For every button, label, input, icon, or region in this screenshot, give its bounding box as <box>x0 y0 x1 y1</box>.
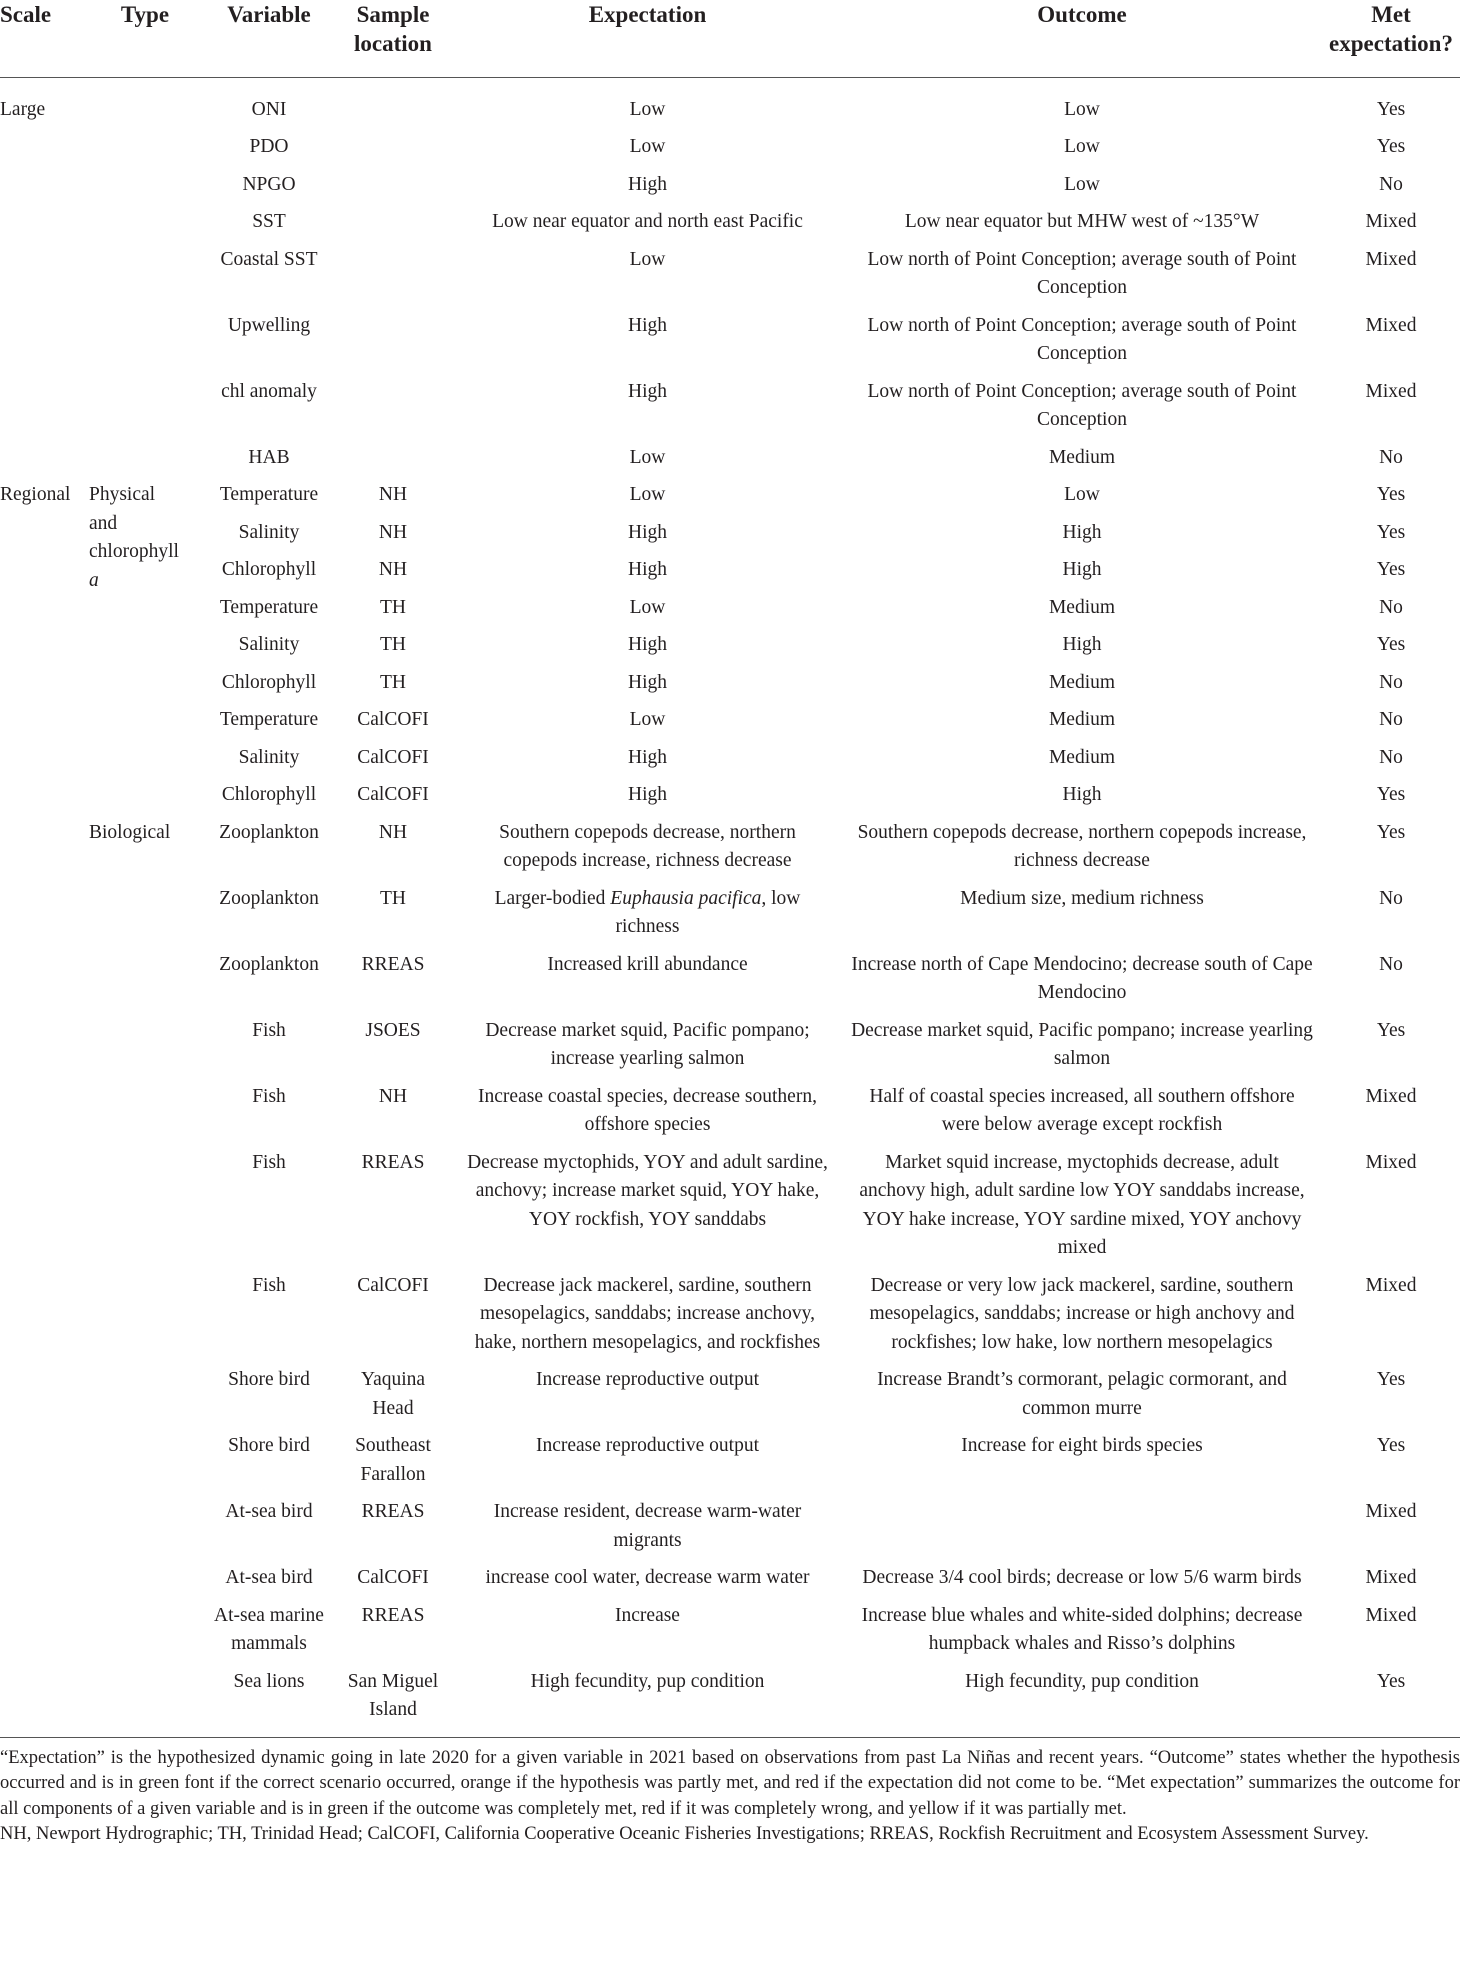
expectation-text-pre: Larger-bodied <box>494 887 611 909</box>
cell-outcome: Low near equator but MHW west of ~135°W <box>904 211 1260 232</box>
cell-met-expectation: Mixed <box>1365 1151 1417 1173</box>
cell-expectation: High <box>628 559 667 580</box>
table-row <box>0 77 1460 129</box>
cell-expectation: High <box>628 380 667 402</box>
cell-outcome: High <box>1062 784 1102 805</box>
cell-variable: Temperature <box>219 596 319 618</box>
cell-scale <box>0 1494 85 1560</box>
cell-outcome: High <box>1062 521 1102 543</box>
cell-outcome: Low north of Point Conception; average south of Point Conception <box>867 314 1297 364</box>
cell-variable: Shore bird <box>228 1369 310 1390</box>
cell-type <box>85 947 205 1013</box>
cell-sample-location: NH <box>378 521 408 543</box>
cell-variable: Coastal SST <box>220 248 318 270</box>
header-expectation: Expectation <box>588 2 707 27</box>
cell-scale <box>0 627 85 665</box>
table-header <box>0 0 1460 77</box>
table-row <box>0 1598 1460 1664</box>
cell-variable: Salinity <box>238 521 300 543</box>
cell-expectation: High <box>628 521 667 543</box>
header-scale: Scale <box>0 2 52 27</box>
table-body <box>0 77 1460 1737</box>
cell-scale: Regional <box>0 484 71 505</box>
cell-met-expectation: Yes <box>1376 1435 1406 1456</box>
cell-scale: Large <box>0 98 46 120</box>
cell-sample-location <box>333 204 453 242</box>
cell-outcome: Low <box>1064 136 1100 157</box>
cell-sample-location: CalCOFI <box>357 1274 429 1296</box>
cell-sample-location <box>333 167 453 205</box>
table-row <box>0 665 1460 703</box>
cell-expectation: Decrease jack mackerel, sardine, southern mesopelagics, sanddabs; increase anchovy, hake, northern mesopelagics, and rockfishes <box>474 1274 821 1353</box>
cell-scale <box>0 242 85 308</box>
table-row <box>0 477 1460 515</box>
cell-sample-location: TH <box>380 887 406 909</box>
cell-variable: ONI <box>251 98 287 120</box>
cell-type <box>85 590 205 628</box>
cell-variable: Upwelling <box>227 314 311 336</box>
table-row <box>0 1362 1460 1428</box>
cell-met-expectation: No <box>1379 173 1403 195</box>
cell-scale <box>0 1664 85 1738</box>
cell-outcome: Low <box>1064 173 1100 195</box>
cell-type <box>85 1268 205 1363</box>
cell-type <box>85 881 205 947</box>
cell-scale <box>0 740 85 778</box>
table-row <box>0 1664 1460 1738</box>
table-row <box>0 1494 1460 1560</box>
cell-scale <box>0 1013 85 1079</box>
cell-outcome: Low north of Point Conception; average south of Point Conception <box>867 248 1297 298</box>
cell-met-expectation: No <box>1379 709 1403 730</box>
cell-type <box>85 167 205 205</box>
cell-expectation: High fecundity, pup condition <box>530 1670 765 1692</box>
cell-outcome: Medium <box>1048 746 1116 768</box>
table-row <box>0 1079 1460 1145</box>
cell-scale <box>0 1560 85 1598</box>
header-met-expectation <box>1322 0 1460 77</box>
cell-type <box>85 477 205 591</box>
cell-sample-location: JSOES <box>365 1019 421 1041</box>
cell-met-expectation: Mixed <box>1365 1085 1417 1107</box>
cell-expectation: Low <box>629 98 666 120</box>
cell-outcome: Medium <box>1048 709 1116 730</box>
cell-sample-location <box>333 242 453 308</box>
cell-scale <box>0 129 85 167</box>
cell-outcome: Decrease market squid, Pacific pompano; increase yearling salmon <box>851 1019 1313 1069</box>
cell-met-expectation: No <box>1379 746 1403 768</box>
cell-expectation: High <box>628 784 667 805</box>
cell-variable: SST <box>252 211 286 232</box>
type-italic-text: a <box>89 569 99 591</box>
table-row <box>0 627 1460 665</box>
cell-variable: Chlorophyll <box>221 784 317 805</box>
cell-expectation: Increase coastal species, decrease southern, offshore species <box>478 1085 817 1135</box>
cell-outcome: Decrease 3/4 cool birds; decrease or low 5/6 warm birds <box>862 1567 1302 1588</box>
cell-sample-location: RREAS <box>361 1151 425 1173</box>
cell-type <box>85 702 205 740</box>
cell-outcome: Medium <box>1048 446 1116 468</box>
cell-type <box>85 1494 205 1560</box>
header-row <box>0 0 1460 77</box>
footnote-paragraph-1: “Expectation” is the hypothesized dynamic going in late 2020 for a given variable in 2021 based on observations from past La Niñas and recent years. “Outcome” states whether the hypothesis occurred and is in green font if the correct scenario occurred, orange if the hypothesis was partly met, and red if the expectation did not come to be. “Met expectation” summarizes the outcome for all components of a given variable and is in green if the outcome was completely met, red if it was completely wrong, and yellow if it was partially met. <box>0 1747 1460 1819</box>
cell-met-expectation: No <box>1379 596 1403 618</box>
cell-outcome: Increase blue whales and white-sided dolphins; decrease humpback whales and Risso’s dolphins <box>861 1604 1303 1654</box>
cell-sample-location: RREAS <box>361 1604 425 1626</box>
cell-expectation: increase cool water, decrease warm water <box>485 1567 810 1588</box>
cell-type <box>85 440 205 478</box>
cell-sample-location: TH <box>380 671 406 693</box>
cell-expectation: Low <box>629 446 666 468</box>
cell-met-expectation: No <box>1379 887 1403 909</box>
cell-outcome: Half of coastal species increased, all southern offshore were below average except rockfish <box>869 1085 1295 1135</box>
cell-outcome: High fecundity, pup condition <box>965 1670 1199 1692</box>
cell-type <box>85 1013 205 1079</box>
table-row <box>0 1428 1460 1494</box>
footnote-paragraph-2: NH, Newport Hydrographic; TH, Trinidad Head; CalCOFI, California Cooperative Oceanic Fisheries Investigations; RREAS, Rockfish Recruitment and Ecosystem Assessment Survey. <box>0 1824 1369 1844</box>
cell-sample-location <box>333 374 453 440</box>
cell-type <box>85 740 205 778</box>
cell-scale <box>0 777 85 815</box>
cell-scale <box>0 590 85 628</box>
cell-type <box>85 1598 205 1664</box>
cell-sample-location <box>333 77 453 129</box>
cell-scale <box>0 815 85 881</box>
cell-sample-location: CalCOFI <box>357 709 429 730</box>
cell-scale <box>0 552 85 590</box>
table-row <box>0 740 1460 778</box>
cell-outcome: Low north of Point Conception; average south of Point Conception <box>867 380 1297 430</box>
cell-type <box>85 1362 205 1428</box>
cell-scale <box>0 1268 85 1363</box>
cell-scale <box>0 1598 85 1664</box>
cell-scale <box>0 308 85 374</box>
cell-type <box>85 204 205 242</box>
cell-expectation: Low near equator and north east Pacific <box>492 211 803 232</box>
cell-variable: Sea lions <box>233 1670 305 1692</box>
cell-sample-location <box>333 129 453 167</box>
cell-expectation: Decrease myctophids, YOY and adult sardine, anchovy; increase market squid, YOY hake, YOY rockfish, YOY sanddabs <box>467 1151 828 1230</box>
cell-sample-location: TH <box>380 596 406 618</box>
table-row <box>0 204 1460 242</box>
cell-met-expectation: Mixed <box>1365 1604 1417 1626</box>
table-row <box>0 881 1460 947</box>
expectation-text-post: , low richness <box>615 887 801 937</box>
cell-sample-location: NH <box>378 1085 408 1107</box>
cell-variable: Zooplankton <box>219 821 319 843</box>
cell-expectation: Increase reproductive output <box>535 1435 760 1456</box>
cell-expectation: High <box>628 746 667 768</box>
cell-met-expectation: Yes <box>1376 559 1406 580</box>
header-variable: Variable <box>227 2 311 27</box>
table-row <box>0 440 1460 478</box>
header-type: Type <box>120 2 170 27</box>
cell-expectation: Low <box>629 709 666 730</box>
cell-outcome: Market squid increase, myctophids decrease, adult anchovy high, adult sardine low YOY sanddabs increase, YOY hake increase, YOY sardine mixed, YOY anchovy mixed <box>859 1151 1305 1258</box>
cell-expectation: Low <box>629 248 666 270</box>
cell-variable: Salinity <box>238 634 300 655</box>
cell-expectation: High <box>628 634 667 655</box>
cell-variable: Fish <box>252 1274 286 1296</box>
cell-expectation: Low <box>629 484 666 505</box>
cell-variable: At-sea marine mammals <box>214 1604 324 1654</box>
cell-type <box>85 665 205 703</box>
cell-met-expectation: Yes <box>1376 1670 1406 1692</box>
cell-variable: Zooplankton <box>219 887 319 909</box>
cell-type <box>85 1079 205 1145</box>
cell-sample-location: CalCOFI <box>357 1567 429 1588</box>
cell-met-expectation: Mixed <box>1365 1501 1417 1522</box>
cell-variable: At-sea bird <box>225 1567 313 1588</box>
cell-expectation <box>453 881 842 947</box>
cell-expectation: Increase resident, decrease warm-water migrants <box>493 1501 802 1551</box>
cell-outcome: Increase Brandt’s cormorant, pelagic cormorant, and common murre <box>877 1369 1287 1419</box>
table-row <box>0 308 1460 374</box>
cell-sample-location: Yaquina Head <box>360 1369 426 1419</box>
table-row <box>0 777 1460 815</box>
cell-outcome: Medium size, medium richness <box>960 887 1204 909</box>
cell-variable: NPGO <box>242 173 296 195</box>
cell-scale <box>0 440 85 478</box>
cell-met-expectation: Yes <box>1376 1019 1406 1041</box>
cell-variable: Fish <box>252 1085 286 1107</box>
cell-expectation: High <box>628 314 667 336</box>
table-row <box>0 815 1460 881</box>
cell-met-expectation: Yes <box>1376 821 1406 843</box>
cell-type <box>85 1428 205 1494</box>
cell-sample-location: RREAS <box>361 1501 425 1522</box>
table-row <box>0 1145 1460 1268</box>
cell-type <box>85 77 205 129</box>
cell-scale <box>0 702 85 740</box>
cell-sample-location <box>333 308 453 374</box>
cell-variable: Shore bird <box>228 1435 310 1456</box>
cell-outcome: Southern copepods decrease, northern copepods increase, richness decrease <box>857 821 1307 871</box>
cell-variable: Temperature <box>219 709 319 730</box>
cell-outcome: Increase for eight birds species <box>961 1435 1203 1456</box>
cell-sample-location: NH <box>378 484 408 505</box>
cell-variable: chl anomaly <box>221 380 317 402</box>
cell-outcome: Increase north of Cape Mendocino; decrease south of Cape Mendocino <box>851 953 1313 1003</box>
cell-met-expectation: Yes <box>1376 1369 1406 1390</box>
cell-expectation: Low <box>629 596 666 618</box>
cell-expectation: High <box>628 173 667 195</box>
cell-outcome <box>842 1494 1322 1560</box>
cell-sample-location: San Miguel Island <box>347 1670 439 1720</box>
cell-type <box>85 627 205 665</box>
header-location-line1: Sample <box>356 2 430 27</box>
cell-expectation: Increased krill abundance <box>547 953 748 975</box>
cell-outcome: Low <box>1064 484 1100 505</box>
cell-met-expectation: Mixed <box>1365 1567 1417 1588</box>
cell-expectation: Southern copepods decrease, northern copepods increase, richness decrease <box>499 821 796 871</box>
cell-scale <box>0 1362 85 1428</box>
cell-sample-location: TH <box>380 634 406 655</box>
cell-met-expectation: No <box>1379 446 1403 468</box>
cell-variable: HAB <box>248 446 290 468</box>
table-footnote <box>0 1738 1460 1848</box>
cell-sample-location <box>333 440 453 478</box>
cell-variable: Temperature <box>219 484 319 505</box>
cell-scale <box>0 204 85 242</box>
cell-outcome: Medium <box>1048 596 1116 618</box>
table-row <box>0 702 1460 740</box>
expectation-species-italic: Euphausia pacifica <box>610 887 762 909</box>
cell-type <box>85 129 205 167</box>
cell-met-expectation: Yes <box>1376 634 1406 655</box>
header-met-line2: expectation? <box>1329 31 1453 56</box>
cell-variable: PDO <box>249 136 289 157</box>
cell-met-expectation: Mixed <box>1365 211 1417 232</box>
cell-outcome: High <box>1062 559 1102 580</box>
table-row <box>0 374 1460 440</box>
table-row <box>0 552 1460 590</box>
cell-met-expectation: Yes <box>1376 136 1406 157</box>
cell-met-expectation: No <box>1379 953 1403 975</box>
type-text: Physical and chlorophyll <box>89 484 179 562</box>
cell-type <box>85 777 205 815</box>
cell-met-expectation: Mixed <box>1365 314 1417 336</box>
cell-expectation: Decrease market squid, Pacific pompano; increase yearling salmon <box>485 1019 810 1069</box>
table-row <box>0 242 1460 308</box>
table-row <box>0 129 1460 167</box>
cell-met-expectation: No <box>1379 671 1403 693</box>
cell-met-expectation: Yes <box>1376 98 1406 120</box>
cell-scale <box>0 374 85 440</box>
cell-variable: Zooplankton <box>219 953 319 975</box>
cell-sample-location: CalCOFI <box>357 784 429 805</box>
cell-scale <box>0 515 85 553</box>
cell-outcome: Medium <box>1048 671 1116 693</box>
header-met-line1: Met <box>1371 2 1411 27</box>
cell-sample-location: Southeast Farallon <box>355 1435 431 1485</box>
cell-type <box>85 1664 205 1738</box>
cell-scale <box>0 1079 85 1145</box>
cell-variable: Salinity <box>238 746 300 768</box>
cell-met-expectation: Yes <box>1376 484 1406 505</box>
cell-met-expectation: Mixed <box>1365 1274 1417 1296</box>
cell-met-expectation: Mixed <box>1365 248 1417 270</box>
cell-scale <box>0 167 85 205</box>
cell-scale <box>0 947 85 1013</box>
cell-scale <box>0 665 85 703</box>
cell-outcome: Decrease or very low jack mackerel, sardine, southern mesopelagics, sanddabs; increase or high anchovy and rockfishes; low hake, low northern mesopelagics <box>869 1274 1295 1353</box>
cell-expectation: Increase <box>615 1604 680 1626</box>
cell-variable: Chlorophyll <box>221 671 317 693</box>
table-row <box>0 1013 1460 1079</box>
table-row <box>0 167 1460 205</box>
cell-met-expectation: Yes <box>1376 521 1406 543</box>
cell-type <box>85 374 205 440</box>
cell-met-expectation: Mixed <box>1365 380 1417 402</box>
cell-expectation: High <box>628 671 667 693</box>
type-label-wrapper <box>89 481 185 595</box>
header-sample-location <box>333 0 453 77</box>
cell-type: Biological <box>89 821 171 843</box>
cell-scale <box>0 1145 85 1268</box>
table-row <box>0 1560 1460 1598</box>
table-row <box>0 947 1460 1013</box>
cell-expectation: Increase reproductive output <box>535 1369 760 1390</box>
table-row <box>0 1268 1460 1363</box>
cell-outcome: High <box>1062 634 1102 655</box>
cell-sample-location: CalCOFI <box>357 746 429 768</box>
header-outcome: Outcome <box>1037 2 1127 27</box>
cell-type <box>85 308 205 374</box>
cell-expectation: Low <box>629 136 666 157</box>
cell-variable: At-sea bird <box>225 1501 313 1522</box>
cell-met-expectation: Yes <box>1376 784 1406 805</box>
cell-scale <box>0 1428 85 1494</box>
cell-type <box>85 242 205 308</box>
header-location-line2: location <box>354 31 432 56</box>
cell-type <box>85 1145 205 1268</box>
cell-sample-location: NH <box>378 559 408 580</box>
cell-type <box>85 1560 205 1598</box>
cell-sample-location: RREAS <box>361 953 425 975</box>
table-row <box>0 515 1460 553</box>
cell-outcome: Low <box>1064 98 1100 120</box>
cell-variable: Fish <box>252 1019 286 1041</box>
cell-variable: Chlorophyll <box>221 559 317 580</box>
table-row <box>0 590 1460 628</box>
cell-sample-location: NH <box>378 821 408 843</box>
cell-variable: Fish <box>252 1151 286 1173</box>
cell-scale <box>0 881 85 947</box>
